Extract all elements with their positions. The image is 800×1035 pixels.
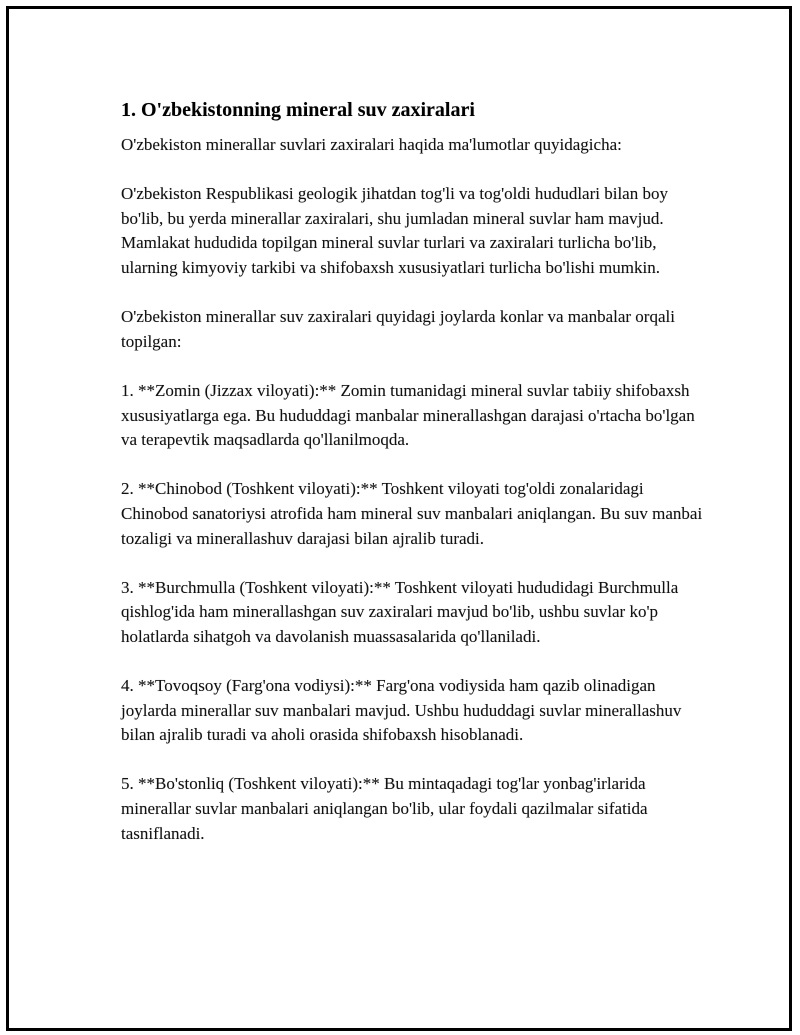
document-body xyxy=(121,97,711,871)
overview-paragraph: O'zbekiston Respublikasi geologik jihatdan tog'li va tog'oldi hududlari bilan boy bo'lib, bu yerda minerallar zaxiralari, shu jumladan mineral suvlar ham mavjud. Mamlakat hududida topilgan mineral suvlar turlari va zaxiralari turlicha bo'lib, ularning kimyoviy tarkibi va shifobaxsh xususiyatlari turlicha bo'lishi mumkin. xyxy=(121,184,668,277)
list-item-tovoqsoy: 4. **Tovoqsoy (Farg'ona vodiysi):** Farg'ona vodiysida ham qazib olinadigan joylarda minerallar suv manbalari mavjud. Ushbu hududdagi suvlar minerallashuv bilan ajralib turadi va aholi orasida shifobaxsh hisoblanadi. xyxy=(121,676,682,745)
intro-paragraph: O'zbekiston minerallar suvlari zaxiralari haqida ma'lumotlar quyidagicha: xyxy=(121,135,622,154)
document-title: 1. O'zbekistonning mineral suv zaxiralari xyxy=(121,99,475,121)
list-item-zomin: 1. **Zomin (Jizzax viloyati):** Zomin tumanidagi mineral suvlar tabiiy shifobaxsh xususiyatlarga ega. Bu hududdagi manbalar minerallashgan darajasi o'rtacha bo'lgan va terapevtik maqsadlarda qo'llanilmoqda. xyxy=(121,380,695,450)
list-item-burchmulla: 3. **Burchmulla (Toshkent viloyati):** Toshkent viloyati hududidagi Burchmulla qishlog'ida ham minerallashgan suv zaxiralari mavjud bo'lib, ushbu suvlar ko'p holatlarda sihatgoh va davolanish muassasalarida qo'llaniladi. xyxy=(121,577,679,646)
locations-intro-paragraph: O'zbekiston minerallar suv zaxiralari quyidagi joylarda konlar va manbalar orqali topilgan: xyxy=(121,307,675,351)
list-item-chinobod: 2. **Chinobod (Toshkent viloyati):** Toshkent viloyati tog'oldi zonalaridagi Chinobod sanatoriysi atrofida ham mineral suv manbalari aniqlangan. Bu suv manbai tozaligi va minerallashuv darajasi bilan ajralib turadi. xyxy=(121,479,703,548)
list-item-bostonliq: 5. **Bo'stonliq (Toshkent viloyati):** Bu mintaqadagi tog'lar yonbag'irlarida minerallar suvlar manbalari aniqlangan bo'lib, ular foydali qazilmalar sifatida tasniflanadi. xyxy=(121,774,648,843)
document-page xyxy=(6,6,792,1031)
